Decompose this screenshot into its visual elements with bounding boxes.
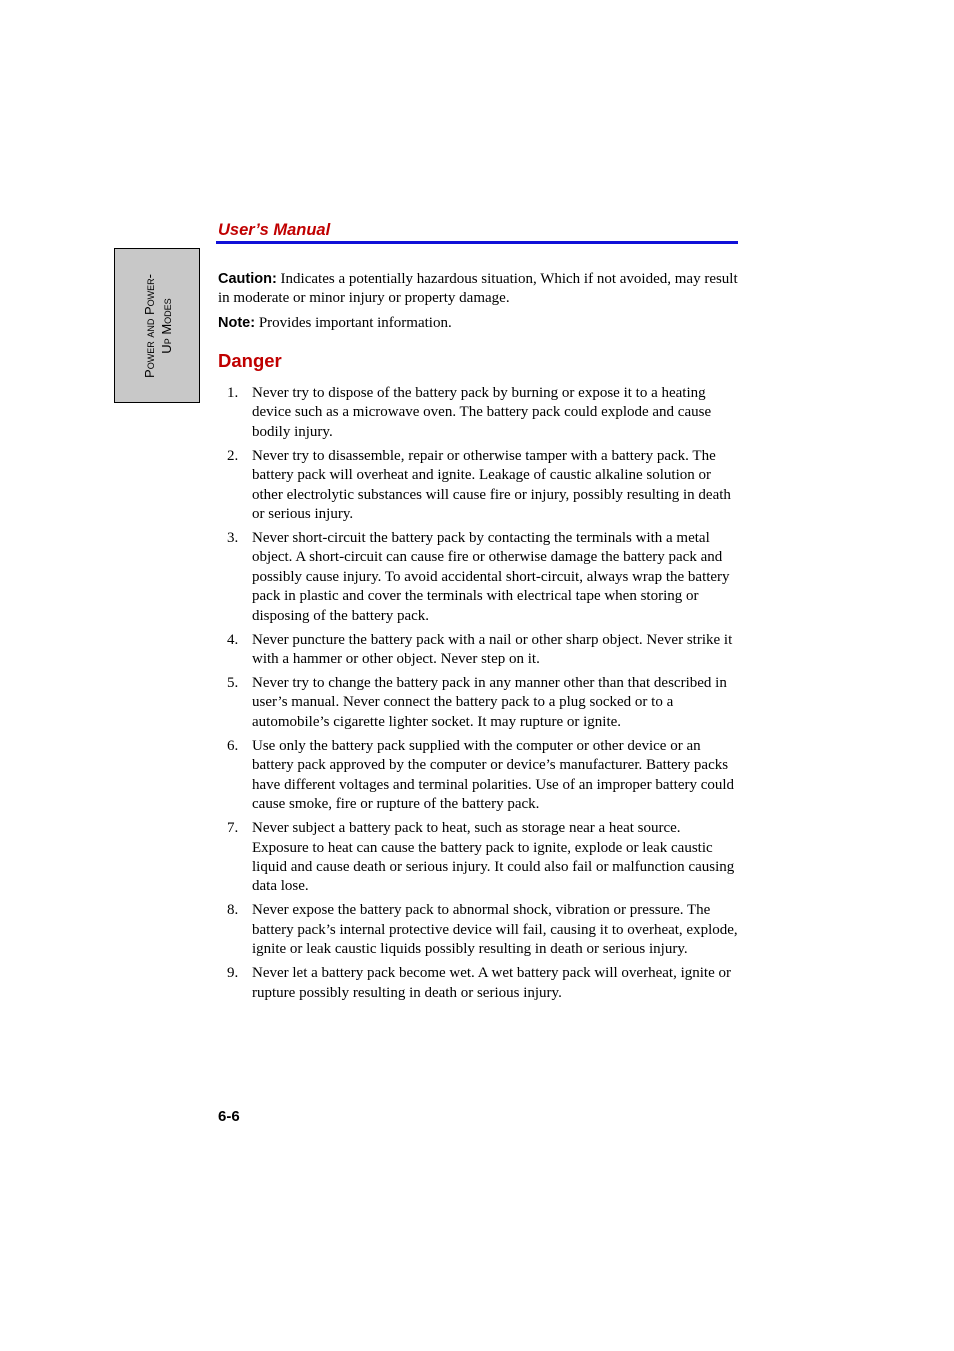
list-item-number: 1. <box>227 385 239 401</box>
list-item <box>218 819 740 897</box>
side-tab-line-2 <box>158 274 175 378</box>
caution-label: Caution: <box>218 271 277 287</box>
list-item-number: 7. <box>227 820 239 837</box>
header-rule <box>216 241 738 244</box>
list-item-number: 3. <box>227 530 239 547</box>
list-item <box>218 737 740 815</box>
list-item-text: Never puncture the battery pack with a nail or other sharp object. Never strike it with a hammer or other object. Never step on it. <box>252 631 733 668</box>
list-item <box>218 384 740 442</box>
chapter-side-tab <box>114 248 200 403</box>
list-item-number: 8. <box>227 902 239 919</box>
list-item <box>218 529 740 626</box>
note-text: Provides important information. <box>258 315 452 331</box>
list-item-text: Never try to change the battery pack in any manner other than that described in user’s manual. Never connect the battery pack to a plug socked or to a automobile’s cigarette lighter socket. It may rupture or ignite. <box>252 675 727 730</box>
list-item-number: 9. <box>227 965 239 982</box>
caution-text: Indicates a potentially hazardous situation, Which if not avoided, may result in moderate or minor injury or property damage. <box>218 271 738 307</box>
list-item-text: Never short-circuit the battery pack by contacting the terminals with a metal object. A short-circuit can cause fire or otherwise damage the battery pack and possibly cause injury. To avoid accidental short-circuit, always wrap the battery pack in plastic and cover the terminals with electrical tape when storing or disposing of the battery pack. <box>252 530 730 624</box>
chapter-side-tab-label <box>141 274 175 378</box>
list-item <box>218 447 740 525</box>
note-label: Note: <box>218 315 256 331</box>
list-item-number: 4. <box>227 631 239 648</box>
side-tab-smallcaps: ower- <box>142 274 157 307</box>
list-item-text: Use only the battery pack supplied with the computer or other device or an battery pack approved by the computer or device’s manufacturer. Battery packs have different voltages and terminal polarities. Use of an improper battery could cause smoke, fire or rupture of the battery pack. <box>252 737 735 813</box>
list-item <box>218 631 740 670</box>
side-tab-cap: M <box>159 323 174 335</box>
list-item-text: Never try to dispose of the battery pack by burning or expose it to a heating device such as a microwave oven. The battery pack could explode and cause bodily injury. <box>252 385 712 440</box>
side-tab-smallcaps: p <box>159 334 174 345</box>
page-number: 6-6 <box>218 1108 240 1125</box>
list-item <box>218 901 740 959</box>
list-item-number: 5. <box>227 675 239 692</box>
list-item-number: 2. <box>227 447 239 464</box>
danger-list <box>218 384 740 1008</box>
list-item-text: Never try to disassemble, repair or otherwise tamper with a battery pack. The battery pack will overheat and ignite. Leakage of caustic alkaline solution or other electrolytic substances will cause fire or injury, possibly resulting in death or serious injury. <box>252 447 731 523</box>
caution-paragraph <box>218 270 740 309</box>
list-item-text: Never expose the battery pack to abnormal shock, vibration or pressure. The battery pack’s internal protective device will fail, causing it to overheat, explode, ignite or leak caustic liquids possibly resulting in death or serious injury. <box>252 902 738 958</box>
side-tab-cap: P <box>142 306 157 316</box>
list-item-number: 6. <box>227 737 239 754</box>
side-tab-cap: P <box>142 369 157 378</box>
list-item-text: Never let a battery pack become wet. A wet battery pack will overheat, ignite or rupture possibly resulting in death or serious injury. <box>252 965 731 1001</box>
section-heading-danger: Danger <box>218 350 282 371</box>
list-item <box>218 674 740 732</box>
list-item-text: Never subject a battery pack to heat, such as storage near a heat source. Exposure to heat can cause the battery pack to ignite, explode or leak caustic liquid and cause death or serious injury. It could also fail or malfunction causing data lose. <box>252 820 735 895</box>
list-item <box>218 964 740 1003</box>
note-paragraph <box>218 314 740 333</box>
side-tab-smallcaps: odes <box>159 298 174 324</box>
side-tab-smallcaps: ower and <box>142 315 157 370</box>
side-tab-cap: U <box>159 344 174 354</box>
running-header-title: User’s Manual <box>218 221 331 239</box>
side-tab-line-1 <box>141 274 158 378</box>
